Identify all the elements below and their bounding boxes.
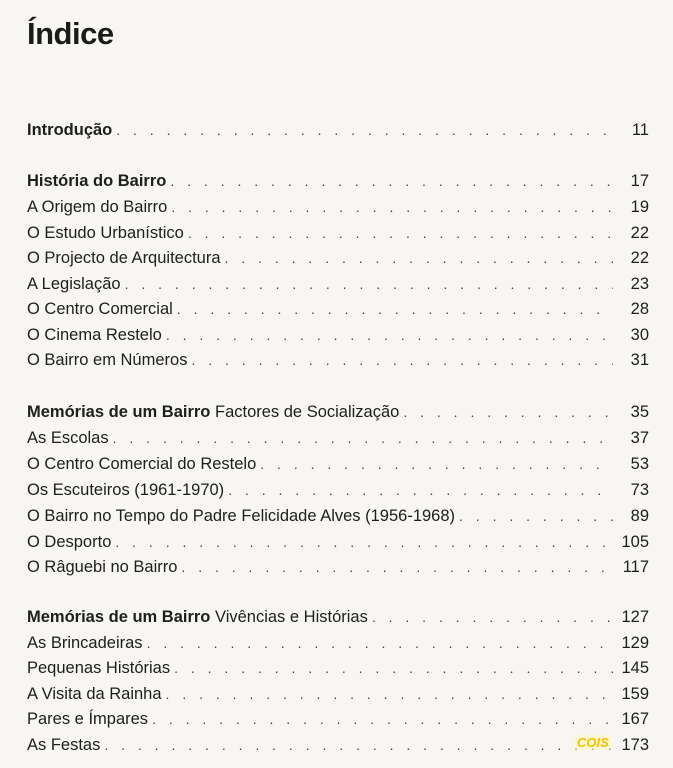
toc-entry[interactable] [27,454,649,474]
toc-page-number: 17 [630,172,649,190]
toc-entry[interactable] [27,299,649,319]
toc-entry[interactable] [27,532,649,552]
toc-page-number: 22 [630,224,649,242]
dot-leader [115,532,613,552]
toc-entry-title: O Projecto de Arquitectura [27,249,221,267]
toc-entry-title: A Visita da Rainha [27,685,162,703]
toc-page-number: 11 [631,121,649,139]
toc-entry[interactable] [27,248,649,268]
toc-page-number: 105 [621,533,649,551]
toc-page-number: 53 [630,455,649,473]
dot-leader [170,171,613,191]
toc-page-number: 145 [621,659,649,677]
toc-entry-title: O Estudo Urbanístico [27,224,184,242]
toc-entry-title: Memórias de um Bairro [27,403,211,421]
dot-leader [181,557,613,577]
toc-entry-subtitle: Factores de Socialização [214,403,400,421]
toc-entry[interactable] [27,633,649,653]
toc-entry-title: Os Escuteiros (1961-1970) [27,481,225,499]
toc-entry-title: O Cinema Restelo [27,326,162,344]
dot-leader [225,248,613,268]
dot-leader [372,607,613,627]
toc-entry[interactable] [27,223,649,243]
dot-leader [191,350,613,370]
dot-leader [177,299,613,319]
toc-entry-introducao[interactable] [27,120,649,140]
toc-entry-title: As Escolas [27,429,109,447]
dot-leader [147,633,613,653]
toc-entry[interactable] [27,658,649,678]
toc-entry-factores-de-socializacao[interactable] [27,402,649,422]
toc-entry-title: O Desporto [27,533,112,551]
toc-entry[interactable] [27,557,649,577]
toc-entry[interactable] [27,735,649,755]
dot-leader [166,684,613,704]
dot-leader [152,709,613,729]
toc-page-number: 73 [630,481,649,499]
toc-entry[interactable] [27,197,649,217]
toc-entry-title: História do Bairro [27,172,167,190]
toc-entry[interactable] [27,428,649,448]
toc-entry[interactable] [27,325,649,345]
toc-entry-title: Pares e Ímpares [27,710,149,728]
toc-entry-subtitle: Vivências e Histórias [214,608,368,626]
toc-page-number: 35 [630,403,649,421]
toc-page-number: 19 [630,198,649,216]
toc-entry[interactable] [27,506,649,526]
watermark-logo: COIS [574,735,612,750]
toc-entry-title: O Bairro em Números [27,351,188,369]
page-title: Índice [27,16,114,51]
toc-entry[interactable] [27,350,649,370]
toc-entry-title: A Legislação [27,275,121,293]
toc-page-number: 23 [630,275,649,293]
toc-entry-title: Introdução [27,121,113,139]
dot-leader [171,197,613,217]
dot-leader [260,454,613,474]
toc-entry[interactable] [27,684,649,704]
toc-entry[interactable] [27,480,649,500]
toc-entry-title: O Râguebi no Bairro [27,558,178,576]
dot-leader [104,735,613,755]
toc-entry-title: Pequenas Histórias [27,659,171,677]
toc-page-number: 31 [630,351,649,369]
toc-page-number: 30 [630,326,649,344]
dot-leader [166,325,613,345]
toc-entry-vivencias-e-historias[interactable] [27,607,649,627]
dot-leader [188,223,613,243]
toc-page-number: 127 [621,608,649,626]
toc-page-number: 173 [621,736,649,754]
toc-entry[interactable] [27,274,649,294]
toc-entry-historia-do-bairro[interactable] [27,171,649,191]
toc-page-number: 117 [622,558,649,576]
toc-page-number: 167 [621,710,649,728]
toc-entry-title: O Bairro no Tempo do Padre Felicidade Alves (1956-1968) [27,507,456,525]
toc-entry[interactable] [27,709,649,729]
toc-page-number: 129 [621,634,649,652]
toc-page-number: 89 [630,507,649,525]
toc-entry-title: Memórias de um Bairro [27,608,211,626]
toc-page-number: 159 [621,685,649,703]
toc-entry-title: O Centro Comercial do Restelo [27,455,257,473]
dot-leader [403,402,613,422]
toc-page-number: 22 [630,249,649,267]
toc-entry-title: As Festas [27,736,101,754]
toc-entry-title: As Brincadeiras [27,634,143,652]
dot-leader [113,428,613,448]
dot-leader [174,658,613,678]
toc-entry-title: O Centro Comercial [27,300,173,318]
dot-leader [116,120,613,140]
dot-leader [228,480,613,500]
toc-entry-title: A Origem do Bairro [27,198,168,216]
toc-page-number: 28 [630,300,649,318]
toc-page-number: 37 [630,429,649,447]
dot-leader [125,274,613,294]
dot-leader [459,506,613,526]
